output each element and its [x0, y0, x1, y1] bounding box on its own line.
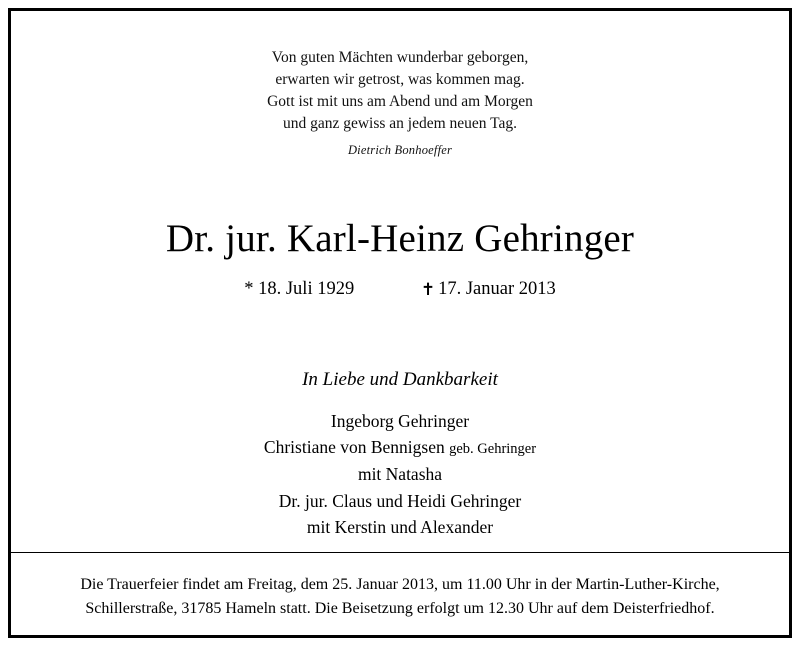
family-member-4: Dr. jur. Claus und Heidi Gehringer	[278, 490, 522, 511]
family-member-2-maiden: geb. Gehringer	[449, 441, 537, 458]
footer-divider	[11, 552, 789, 553]
family-list	[11, 408, 789, 541]
family-member-2-name: Christiane von Bennigsen	[263, 437, 445, 458]
birth-date: * 18. Juli 1929	[244, 278, 355, 299]
verse-line-1: Von guten Mächten wunderbar geborgen,	[271, 49, 529, 66]
verse-line-3: Gott ist mit uns am Abend und am Morgen	[267, 93, 533, 110]
family-member-2	[11, 434, 789, 461]
family-member-1: Ingeborg Gehringer	[330, 410, 470, 431]
memorial-verse	[11, 47, 789, 160]
service-details	[25, 573, 775, 621]
death-date: 17. Januar 2013	[438, 278, 556, 299]
obituary-frame	[8, 8, 792, 638]
life-dates	[11, 279, 789, 300]
verse-line-4: und ganz gewiss an jedem neuen Tag.	[282, 115, 518, 132]
family-member-3: mit Natasha	[357, 463, 443, 484]
service-details-line-1: Die Trauerfeier findet am Freitag, dem 25. Januar 2013, um 11.00 Uhr in der Martin-Luther-Kirche,	[80, 576, 720, 593]
verse-line-2: erwarten wir getrost, was kommen mag.	[275, 71, 525, 88]
service-details-line-2: Schillerstraße, 31785 Hameln statt. Die Beisetzung erfolgt um 12.30 Uhr auf dem Deisterfriedhof.	[85, 600, 715, 617]
death-date-group	[421, 279, 556, 300]
deceased-name: Dr. jur. Karl-Heinz Gehringer	[165, 216, 635, 260]
obituary-content	[11, 11, 789, 635]
family-member-5: mit Kerstin und Alexander	[306, 517, 494, 538]
cross-icon: ✝	[420, 279, 436, 300]
verse-author: Dietrich Bonhoeffer	[347, 143, 453, 157]
dedication-text: In Liebe und Dankbarkeit	[302, 368, 498, 390]
